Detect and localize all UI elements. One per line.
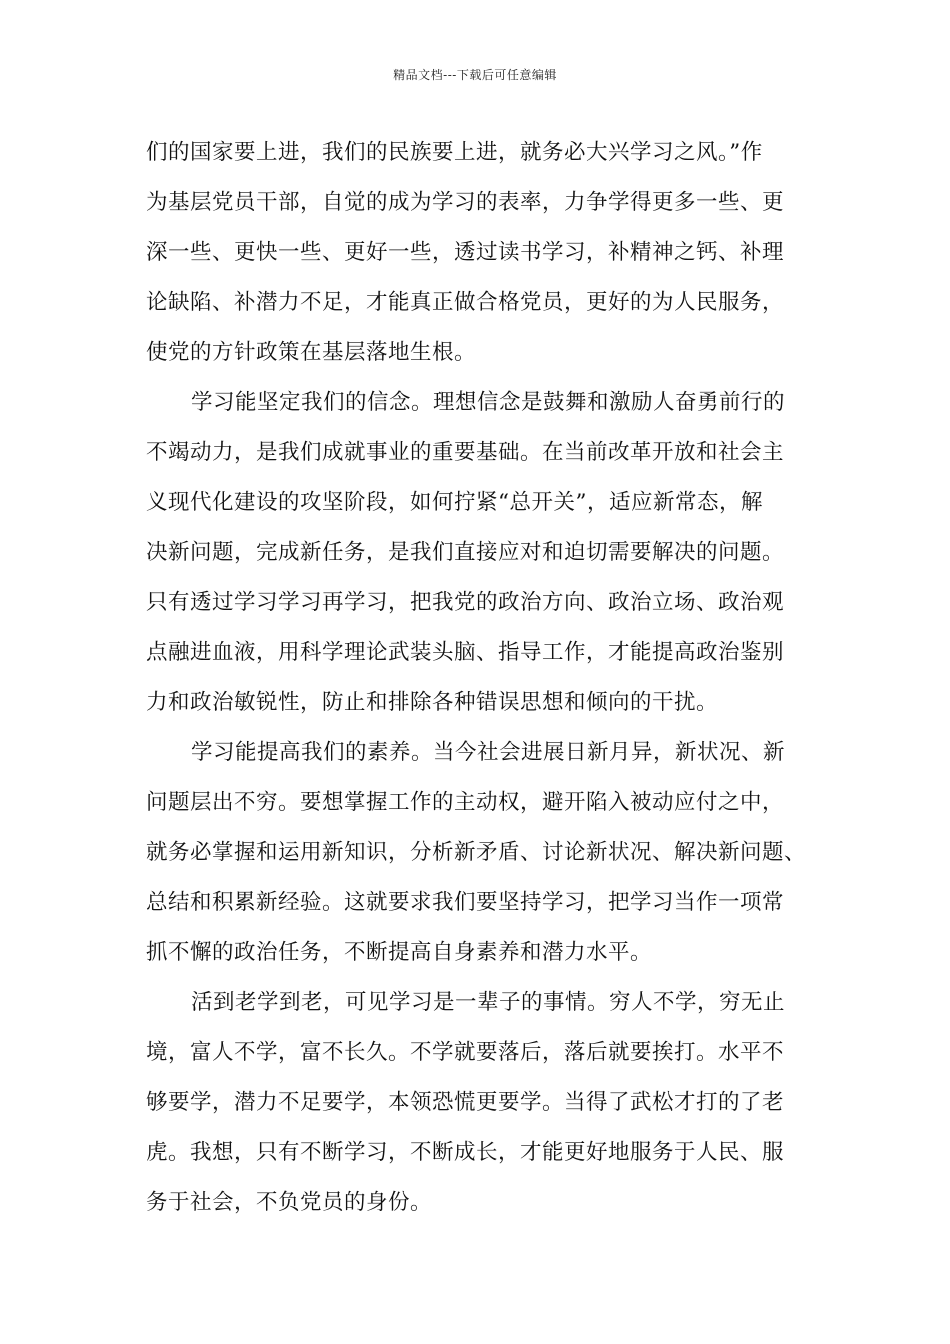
text-line: 虎。我想，只有不断学习，不断成长，才能更好地服务于人民、服 xyxy=(146,1140,785,1165)
text-line: 义现代化建设的攻坚阶段，如何拧紧“总开关”，适应新常态，解 xyxy=(146,490,763,515)
text-line: 问题层出不穷。要想掌握工作的主动权，避开陷入被动应付之中， xyxy=(146,790,785,815)
text-line: 只有透过学习学习再学习，把我党的政治方向、政治立场、政治观 xyxy=(146,590,785,615)
text-line: 深一些、更快一些、更好一些，透过读书学习，补精神之钙、补理 xyxy=(146,240,785,265)
text-line: 使党的方针政策在基层落地生根。 xyxy=(146,340,477,365)
paragraph-first-line: 学习能坚定我们的信念。理想信念是鼓舞和激励人奋勇前行的 xyxy=(191,390,786,415)
text-line: 不竭动力，是我们成就事业的重要基础。在当前改革开放和社会主 xyxy=(146,440,785,465)
text-line: 就务必掌握和运用新知识，分析新矛盾、讨论新状况、解决新问题、 xyxy=(146,840,807,865)
text-line: 够要学，潜力不足要学，本领恐慌更要学。当得了武松才打的了老 xyxy=(146,1090,785,1115)
text-line: 境，富人不学，富不长久。不学就要落后，落后就要挨打。水平不 xyxy=(146,1040,785,1065)
text-line: 决新问题，完成新任务，是我们直接应对和迫切需要解决的问题。 xyxy=(146,540,785,565)
text-line: 们的国家要上进，我们的民族要上进，就务必大兴学习之风。”作 xyxy=(146,140,763,165)
text-line: 论缺陷、补潜力不足，才能真正做合格党员，更好的为人民服务， xyxy=(146,290,785,315)
text-line: 务于社会，不负党员的身份。 xyxy=(146,1190,433,1215)
paragraph-first-line: 学习能提高我们的素养。当今社会进展日新月异，新状况、新 xyxy=(191,740,786,765)
text-line: 总结和积累新经验。这就要求我们要坚持学习，把学习当作一项常 xyxy=(146,890,785,915)
text-line: 抓不懈的政治任务，不断提高自身素养和潜力水平。 xyxy=(146,940,653,965)
text-line: 点融进血液，用科学理论武装头脑、指导工作，才能提高政治鉴别 xyxy=(146,640,785,665)
body-text xyxy=(146,128,826,1228)
page-header: 精品文档---下载后可任意编辑 xyxy=(393,68,557,82)
text-line: 力和政治敏锐性，防止和排除各种错误思想和倾向的干扰。 xyxy=(146,690,719,715)
paragraph-first-line: 活到老学到老，可见学习是一辈子的事情。穷人不学，穷无止 xyxy=(191,990,786,1015)
text-line: 为基层党员干部，自觉的成为学习的表率，力争学得更多一些、更 xyxy=(146,190,785,215)
